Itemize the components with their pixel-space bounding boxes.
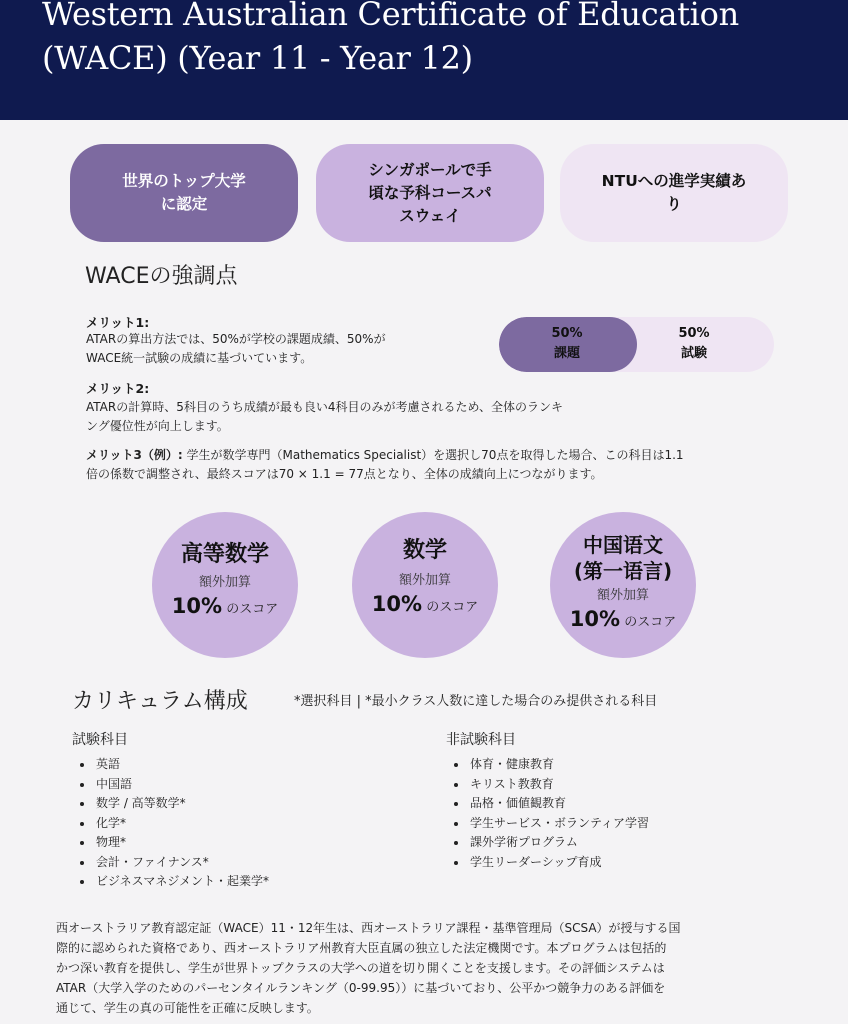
bonus-unit: のスコア xyxy=(426,600,479,615)
merit-2-line: ング優位性が向上します。 xyxy=(86,419,229,433)
merit-3-line-1 xyxy=(86,446,786,465)
highlight-text-line: に認定 xyxy=(160,195,208,213)
bonus-subject-title xyxy=(550,532,696,584)
list-item: • 化学* xyxy=(94,814,269,834)
highlight-pill-ntu-record xyxy=(560,144,788,242)
highlight-text-line: 頃な予科コースパ xyxy=(368,183,492,202)
merit-3-line: 学生が数学専門（Mathematics Specialist）を選択し70点を取得した場合、この科目は1.1 xyxy=(186,448,684,462)
exam-label: 試験 xyxy=(680,346,707,361)
exam-ratio-label xyxy=(639,324,749,364)
bonus-score xyxy=(152,593,298,623)
bonus-subject-title-line: (第一语言) xyxy=(573,559,673,583)
bonus-circle-math xyxy=(352,512,498,658)
description-line: 西オーストラリア教育認定証（WACE）11・12年生は、西オーストラリア課程・基準管理局（SCSA）が授与する国 xyxy=(56,921,681,935)
bonus-percent: 10% xyxy=(371,592,423,616)
nonexam-subjects-list xyxy=(446,755,649,872)
bonus-score xyxy=(550,606,696,636)
highlight-text-line: 世界のトップ大学 xyxy=(122,172,246,190)
exam-subjects-list xyxy=(72,755,269,892)
bonus-circle-advanced-math xyxy=(152,512,298,658)
merit-3-line: 倍の係数で調整され、最終スコアは70 × 1.1 = 77点となり、全体の成績向上につながります。 xyxy=(86,467,603,481)
bonus-subtitle: 額外加算 xyxy=(198,575,251,590)
list-item: • 英語 xyxy=(94,755,269,775)
description-line: 通じて、学生の真の可能性を正確に反映します。 xyxy=(56,1001,319,1015)
list-item: • 会計・ファイナンス* xyxy=(94,853,269,873)
curriculum-note: *選択科目 | *最小クラス人数に達した場合のみ提供される科目 xyxy=(294,694,658,709)
list-item: • 学生サービス・ボランティア学習 xyxy=(468,814,649,834)
merit-1-label: メリット1: xyxy=(86,315,150,330)
list-item: • 体育・健康教育 xyxy=(468,755,649,775)
bonus-unit: のスコア xyxy=(226,602,279,617)
highlight-pill-singapore-pathway xyxy=(316,144,544,242)
nonexam-subjects-heading: 非試験科目 xyxy=(446,732,516,748)
merit-2-label: メリット2: xyxy=(86,381,150,396)
bonus-subject-title-line: 中国语文 xyxy=(583,533,663,557)
section-title-wace-highlights: WACEの強調点 xyxy=(85,264,238,289)
curriculum-title: カリキュラム構成 xyxy=(72,689,248,714)
bonus-circle-chinese xyxy=(550,512,696,658)
page-title xyxy=(42,0,822,80)
highlight-text-line: り xyxy=(666,195,682,213)
coursework-percent: 50% xyxy=(551,326,583,341)
list-item: • キリスト教教育 xyxy=(468,775,649,795)
bonus-subtitle: 額外加算 xyxy=(398,573,451,588)
bonus-score xyxy=(352,591,498,621)
highlight-text-line: シンガポールで手 xyxy=(368,160,492,179)
merit-1-line: WACE統一試験の成績に基づいています。 xyxy=(86,351,313,365)
merit-1-line: ATARの算出方法では、50%が学校の課題成績、50%が xyxy=(86,332,386,346)
list-item: • 数学 / 高等数学* xyxy=(94,794,269,814)
description-line: 際的に認められた資格であり、西オーストラリア州教育大臣直属の独立した法定機関です。本プログラムは包括的 xyxy=(56,941,667,955)
description-line: ATAR（大学入学のためのパーセンタイルランキング（0-99.95））に基づいており、公平かつ競争力のある評価を xyxy=(56,981,666,995)
list-item: • ビジネスマネジメント・起業学* xyxy=(94,872,269,892)
bonus-subtitle: 額外加算 xyxy=(596,588,649,603)
merit-2-line: ATARの計算時、5科目のうち成績が最も良い4科目のみが考慮されるため、全体のランキ xyxy=(86,400,564,414)
highlight-text-line: スウェイ xyxy=(399,206,461,225)
list-item: • 課外学術プログラム xyxy=(468,833,649,853)
description-line: かつ深い教育を提供し、学生が世界トップクラスの大学への道を切り開くことを支援します。その評価システムは xyxy=(56,961,665,975)
exam-subjects-heading: 試験科目 xyxy=(72,732,128,748)
bonus-subject-title: 高等数学 xyxy=(180,542,269,567)
merit-3-text xyxy=(86,446,786,484)
merit-3-label: メリット3（例）: xyxy=(86,448,183,462)
highlight-text-line: NTUへの進学実績あ xyxy=(601,172,747,190)
list-item: • 中国語 xyxy=(94,775,269,795)
assessment-ratio-bar xyxy=(499,317,774,372)
highlight-pill-top-universities xyxy=(70,144,298,242)
coursework-ratio-label xyxy=(512,324,622,364)
merit-2-text xyxy=(86,398,563,436)
list-item: • 物理* xyxy=(94,833,269,853)
bonus-percent: 10% xyxy=(171,594,223,618)
merit-1-text xyxy=(86,330,386,368)
list-item: • 学生リーダーシップ育成 xyxy=(468,853,649,873)
bonus-unit: のスコア xyxy=(624,615,677,630)
bonus-percent: 10% xyxy=(569,607,621,631)
coursework-label: 課題 xyxy=(553,346,580,361)
page-title-line-2: (WACE) (Year 11 - Year 12) xyxy=(42,39,473,77)
wace-description xyxy=(56,918,796,1018)
list-item: • 品格・価値観教育 xyxy=(468,794,649,814)
exam-percent: 50% xyxy=(678,326,710,341)
header-banner xyxy=(0,0,848,120)
bonus-subject-title: 数学 xyxy=(402,538,447,563)
page-title-line-1: Western Australian Certificate of Education xyxy=(42,0,739,33)
